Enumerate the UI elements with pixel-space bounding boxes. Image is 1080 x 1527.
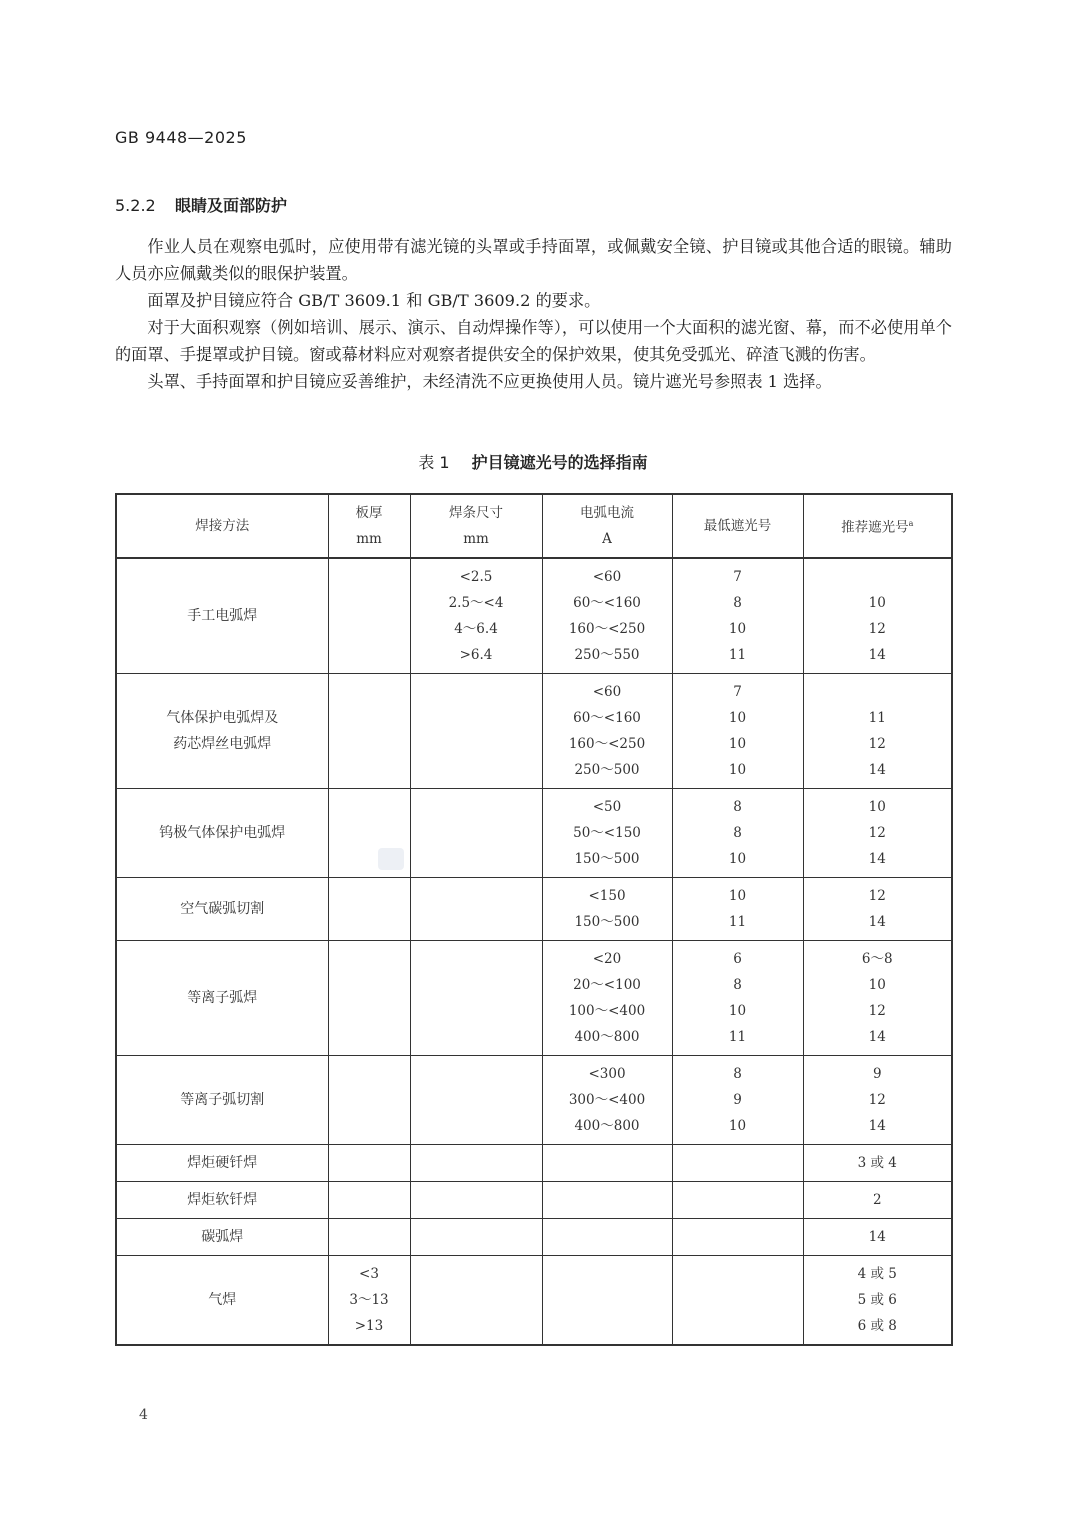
- table-row: [116, 789, 952, 878]
- cell-line: [804, 564, 952, 590]
- cell-min-shade: [672, 1145, 803, 1182]
- cell-line: 11: [728, 647, 747, 663]
- table-caption: [115, 450, 951, 473]
- cell-line: 10: [728, 621, 747, 637]
- cell-rec-shade: [803, 1145, 952, 1182]
- watermark-logo: [378, 848, 404, 870]
- cell-line: 8: [733, 977, 742, 993]
- table-row: [116, 878, 952, 941]
- cell-line: 焊炬硬钎焊: [187, 1155, 258, 1171]
- table-body: [116, 558, 952, 1345]
- cell-line: <2.5: [459, 569, 493, 585]
- cell-line: 150～500: [574, 914, 640, 930]
- cell-line: 160～<250: [568, 621, 646, 637]
- cell-min-shade: [672, 1219, 803, 1256]
- cell-line: 60～<160: [573, 595, 641, 611]
- cell-rec-shade: [803, 674, 952, 789]
- cell-line: 14: [868, 1029, 886, 1045]
- cell-electrode-size: [410, 1182, 542, 1219]
- cell-line: <3: [359, 1266, 379, 1282]
- cell-arc-current: [542, 941, 672, 1056]
- cell-thickness: [328, 1145, 410, 1182]
- cell-line: 14: [868, 851, 886, 867]
- cell-method: [116, 878, 328, 941]
- shade-selection-table: [115, 493, 953, 1346]
- cell-arc-current: [542, 1256, 672, 1346]
- cell-arc-current: [542, 878, 672, 941]
- cell-line: 12: [868, 888, 886, 904]
- cell-thickness: [328, 558, 410, 674]
- cell-min-shade: [672, 674, 803, 789]
- cell-electrode-size: [410, 1056, 542, 1145]
- cell-arc-current: [542, 558, 672, 674]
- cell-arc-current: [542, 1219, 672, 1256]
- cell-line: <50: [592, 799, 622, 815]
- section-heading: [115, 193, 287, 216]
- cell-arc-current: [542, 1056, 672, 1145]
- cell-line: 8: [733, 825, 742, 841]
- cell-arc-current: [542, 789, 672, 878]
- cell-line: 焊炬软钎焊: [187, 1192, 258, 1208]
- cell-line: 9: [733, 1092, 742, 1108]
- cell-rec-shade: [803, 1182, 952, 1219]
- cell-electrode-size: [410, 674, 542, 789]
- cell-method: [116, 1256, 328, 1346]
- cell-line: 300～<400: [568, 1092, 646, 1108]
- cell-line: <150: [588, 888, 626, 904]
- cell-line: 11: [868, 710, 886, 726]
- cell-min-shade: [672, 789, 803, 878]
- cell-line: 160～<250: [568, 736, 646, 752]
- cell-min-shade: [672, 941, 803, 1056]
- cell-line: 150～500: [574, 851, 640, 867]
- cell-line: 10: [728, 851, 747, 867]
- header-thickness: 板厚 mm: [328, 494, 410, 558]
- cell-line: 气体保护电弧焊及: [166, 710, 279, 726]
- cell-line: 8: [733, 799, 742, 815]
- standard-code: GB 9448—2025: [115, 128, 247, 147]
- table-row: [116, 1182, 952, 1219]
- cell-arc-current: [542, 1145, 672, 1182]
- cell-line: 12: [868, 825, 886, 841]
- cell-line: 6: [733, 951, 742, 967]
- cell-rec-shade: [803, 558, 952, 674]
- cell-line: 250～550: [574, 647, 640, 663]
- header-electrode-size: 焊条尺寸 mm: [410, 494, 542, 558]
- table-header-row: [116, 494, 952, 558]
- cell-thickness: [328, 674, 410, 789]
- paragraph: 作业人员在观察电弧时，应使用带有滤光镜的头罩或手持面罩，或佩戴安全镜、护目镜或其他合适的眼镜。辅助人员亦应佩戴类似的眼保护装置。: [115, 237, 952, 283]
- table-row: [116, 1056, 952, 1145]
- footnote-marker: a: [908, 519, 914, 529]
- cell-method: [116, 789, 328, 878]
- cell-line: 5 或 6: [857, 1292, 897, 1308]
- cell-electrode-size: [410, 1256, 542, 1346]
- cell-line: 12: [868, 621, 886, 637]
- table-row: [116, 1145, 952, 1182]
- cell-electrode-size: [410, 878, 542, 941]
- cell-line: 6 或 8: [857, 1318, 897, 1334]
- cell-line: 60～<160: [573, 710, 641, 726]
- cell-thickness: [328, 878, 410, 941]
- cell-electrode-size: [410, 789, 542, 878]
- header-arc-current: 电弧电流 A: [542, 494, 672, 558]
- cell-line: 14: [868, 1229, 886, 1245]
- cell-line: 10: [728, 736, 747, 752]
- cell-line: 10: [868, 977, 886, 993]
- cell-line: 等离子弧焊: [187, 990, 258, 1006]
- cell-arc-current: [542, 1182, 672, 1219]
- cell-rec-shade: [803, 878, 952, 941]
- cell-method: [116, 1219, 328, 1256]
- cell-line: 10: [728, 1003, 747, 1019]
- cell-line: [804, 679, 952, 705]
- section-title: 眼睛及面部防护: [175, 196, 288, 215]
- cell-line: 气焊: [208, 1292, 237, 1308]
- cell-line: 碳弧焊: [201, 1229, 244, 1245]
- cell-method: [116, 558, 328, 674]
- cell-method: [116, 674, 328, 789]
- cell-line: 14: [868, 914, 886, 930]
- cell-line: 4 或 5: [857, 1266, 897, 1282]
- cell-line: 钨极气体保护电弧焊: [159, 825, 286, 841]
- table-row: [116, 674, 952, 789]
- table-row: [116, 941, 952, 1056]
- cell-method: [116, 941, 328, 1056]
- body-text: [115, 233, 952, 395]
- cell-line: 12: [868, 1003, 886, 1019]
- cell-line: <60: [592, 569, 622, 585]
- table-title: 护目镜遮光号的选择指南: [471, 453, 648, 472]
- cell-min-shade: [672, 878, 803, 941]
- cell-method: [116, 1182, 328, 1219]
- header-method: 焊接方法: [116, 494, 328, 558]
- cell-line: 7: [733, 684, 742, 700]
- cell-line: >6.4: [459, 647, 493, 663]
- cell-rec-shade: [803, 1256, 952, 1346]
- cell-line: 14: [868, 1118, 886, 1134]
- cell-line: 手工电弧焊: [187, 608, 258, 624]
- cell-thickness: [328, 1182, 410, 1219]
- header-rec-shade: 推荐遮光号$^a$: [803, 494, 952, 558]
- cell-line: 12: [868, 1092, 886, 1108]
- cell-line: 6～8: [861, 951, 893, 967]
- cell-line: 4～6.4: [454, 621, 498, 637]
- table-row: [116, 1256, 952, 1346]
- page-number: 4: [139, 1407, 148, 1423]
- cell-line: 10: [868, 595, 886, 611]
- cell-min-shade: [672, 1256, 803, 1346]
- cell-line: 空气碳弧切割: [180, 901, 265, 917]
- cell-rec-shade: [803, 1219, 952, 1256]
- cell-method: [116, 1145, 328, 1182]
- cell-rec-shade: [803, 1056, 952, 1145]
- cell-line: 药芯焊丝电弧焊: [173, 736, 272, 752]
- cell-line: 11: [728, 1029, 747, 1045]
- cell-thickness: [328, 1256, 410, 1346]
- cell-line: 400～800: [574, 1029, 640, 1045]
- cell-line: <20: [592, 951, 622, 967]
- cell-line: 8: [733, 1066, 742, 1082]
- cell-line: 100～<400: [568, 1003, 646, 1019]
- cell-line: 3 或 4: [857, 1155, 897, 1171]
- cell-line: 400～800: [574, 1118, 640, 1134]
- cell-min-shade: [672, 1056, 803, 1145]
- cell-line: 3～13: [349, 1292, 389, 1308]
- section-number: 5.2.2: [115, 196, 156, 215]
- cell-line: 12: [868, 736, 886, 752]
- paragraph: 头罩、手持面罩和护目镜应妥善维护，未经清洗不应更换使用人员。镜片遮光号参照表 1 选择。: [147, 372, 832, 391]
- cell-line: 9: [872, 1066, 882, 1082]
- paragraph: 面罩及护目镜应符合 GB/T 3609.1 和 GB/T 3609.2 的要求。: [147, 291, 601, 310]
- cell-arc-current: [542, 674, 672, 789]
- cell-line: 20～<100: [573, 977, 641, 993]
- cell-electrode-size: [410, 1219, 542, 1256]
- cell-line: 10: [728, 1118, 747, 1134]
- cell-line: 14: [868, 647, 886, 663]
- header-min-shade: 最低遮光号: [672, 494, 803, 558]
- cell-line: 2.5～<4: [448, 595, 504, 611]
- cell-line: 10: [868, 799, 886, 815]
- cell-thickness: [328, 1056, 410, 1145]
- cell-rec-shade: [803, 941, 952, 1056]
- cell-line: 14: [868, 762, 886, 778]
- cell-method: [116, 1056, 328, 1145]
- cell-thickness: [328, 941, 410, 1056]
- cell-min-shade: [672, 1182, 803, 1219]
- cell-line: <300: [588, 1066, 626, 1082]
- cell-line: 10: [728, 762, 747, 778]
- cell-line: 10: [728, 888, 747, 904]
- cell-thickness: [328, 1219, 410, 1256]
- cell-line: 7: [733, 569, 742, 585]
- cell-line: 10: [728, 710, 747, 726]
- cell-rec-shade: [803, 789, 952, 878]
- cell-electrode-size: [410, 941, 542, 1056]
- cell-line: <60: [592, 684, 622, 700]
- cell-line: 11: [728, 914, 747, 930]
- table-row: [116, 1219, 952, 1256]
- cell-line: >13: [354, 1318, 384, 1334]
- cell-electrode-size: [410, 558, 542, 674]
- cell-line: 50～<150: [573, 825, 641, 841]
- cell-line: 2: [872, 1192, 882, 1208]
- cell-line: 8: [733, 595, 742, 611]
- cell-min-shade: [672, 558, 803, 674]
- cell-line: 等离子弧切割: [180, 1092, 265, 1108]
- table-label: 表 1: [418, 453, 450, 472]
- cell-electrode-size: [410, 1145, 542, 1182]
- cell-line: 250～500: [574, 762, 640, 778]
- paragraph: 对于大面积观察（例如培训、展示、演示、自动焊操作等），可以使用一个大面积的滤光窗、幕，而不必使用单个的面罩、手提罩或护目镜。窗或幕材料应对观察者提供安全的保护效果，使其免受弧光、碎渣飞溅的伤害。: [115, 318, 952, 364]
- table-row: [116, 558, 952, 674]
